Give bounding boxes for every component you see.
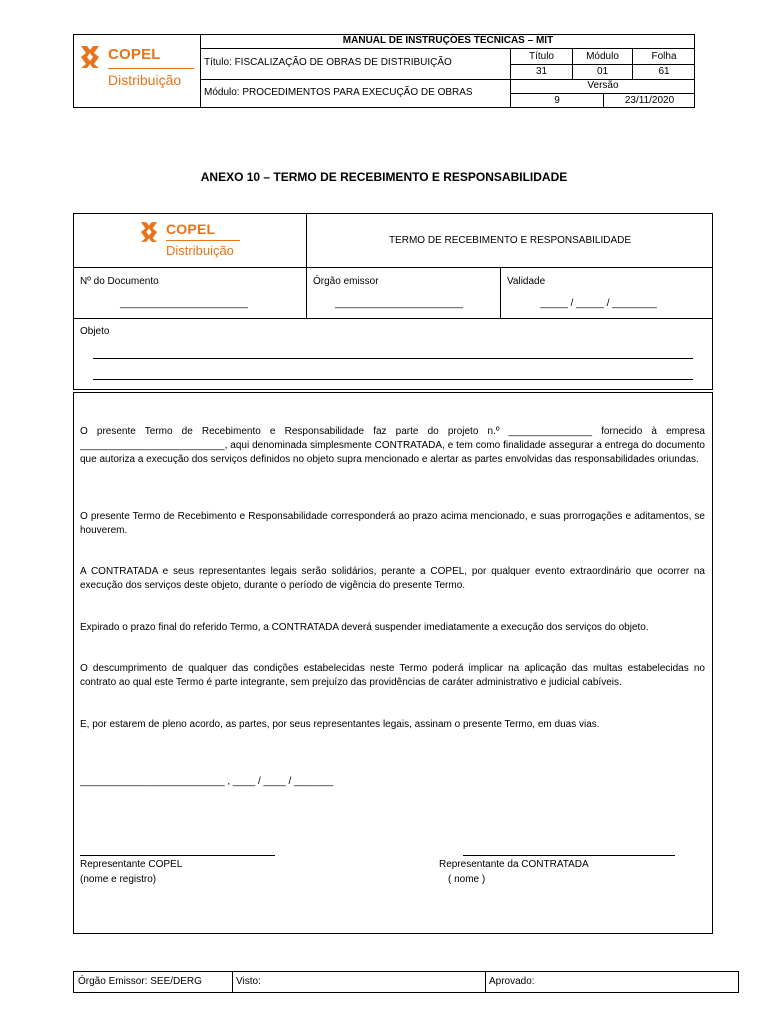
objeto-line-2[interactable]	[93, 379, 693, 380]
form-col-divider-1	[306, 267, 307, 318]
date-place-line[interactable]: __________________________ , ____ / ____ / _______	[80, 776, 334, 787]
orgao-field[interactable]: _______________________	[335, 298, 463, 309]
versao-date: 23/11/2020	[624, 95, 675, 106]
signature-line-contratada[interactable]	[463, 855, 675, 856]
logo-subtitle: Distribuição	[108, 72, 182, 88]
col-folha-value: 61	[658, 66, 670, 77]
logo-underline	[108, 68, 194, 69]
signature-line-copel[interactable]	[80, 855, 275, 856]
annex-title: ANEXO 10 – TERMO DE RECEBIMENTO E RESPONSABILIDADE	[200, 170, 568, 184]
versao-label: Versão	[587, 80, 619, 91]
header-titulo: Título: FISCALIZAÇÃO DE OBRAS DE DISTRIBUIÇÃO	[204, 57, 452, 68]
form-logo-subtitle: Distribuição	[166, 243, 234, 258]
footer-visto: Visto:	[236, 976, 261, 987]
form-row-divider-1	[73, 267, 713, 268]
form-logo	[140, 218, 250, 262]
header-row-divider-1	[200, 48, 695, 49]
doc-number-label: Nº do Documento	[80, 276, 159, 287]
header-subrow-divider-a	[510, 64, 695, 65]
footer-divider-1	[232, 971, 233, 993]
copel-logo-icon	[80, 44, 100, 70]
col-titulo-label: Título	[528, 51, 554, 62]
form-col-divider-2	[500, 267, 501, 318]
signature-copel-sub: (nome e registro)	[80, 874, 157, 885]
paragraph-6: E, por estarem de pleno acordo, as partes, por seus representantes legais, assinam o presente Termo, em duas vias.	[80, 719, 600, 730]
paragraph-2: O presente Termo de Recebimento e Responsabilidade corresponderá ao prazo acima mencionado, e suas prorrogações e aditamentos, se houverem.	[80, 511, 705, 536]
objeto-label: Objeto	[80, 326, 110, 337]
col-modulo-value: 01	[596, 66, 609, 77]
doc-number-field[interactable]: _______________________	[120, 298, 248, 309]
footer-divider-2	[485, 971, 486, 993]
footer-orgao: Órgão Emissor: SEE/DERG	[78, 976, 202, 987]
orgao-label: Órgão emissor	[313, 276, 379, 287]
paragraph-3: A CONTRATADA e seus representantes legais serão solidários, perante a COPEL, por qualquer evento extraordinário que ocorrer na execução dos serviços deste objeto, durante o período de vigência do presente Termo.	[80, 566, 705, 591]
header-logo	[78, 40, 196, 102]
signature-contratada-title: Representante da CONTRATADA	[439, 859, 589, 870]
paragraph-5: O descumprimento de qualquer das condições estabelecidas neste Termo poderá implicar na aplicação das multas estabelecidas no contrato ao qual este Termo é parte integrante, sem prejuízo das providências de caráter administrativo e judicial cabíveis.	[80, 663, 705, 688]
form-logo-underline	[166, 240, 240, 241]
form-title: TERMO DE RECEBIMENTO E RESPONSABILIDADE	[388, 235, 632, 246]
versao-number: 9	[554, 95, 560, 106]
signature-copel-title: Representante COPEL	[80, 859, 183, 870]
validade-field[interactable]: _____ / _____ / ________	[540, 298, 657, 309]
paragraph-1: O presente Termo de Recebimento e Responsabilidade faz parte do projeto n.º _______________ fornecido à empresa __________________________, aqui denominada simplesmente CONTRATADA, e tem como finalidade assegurar a entrega do documento que autoriza a execução dos serviços definidos no objeto supra mencionado e alertar as partes envolvidas das responsabilidades oriundas.	[80, 426, 705, 465]
paragraph-4: Expirado o prazo final do referido Termo, a CONTRATADA deverá suspender imediatamente a execução dos serviços do objeto.	[80, 622, 649, 633]
col-titulo-value: 31	[535, 66, 548, 77]
footer-aprovado: Aprovado:	[489, 976, 535, 987]
copel-logo-icon	[140, 220, 158, 244]
objeto-line-1[interactable]	[93, 358, 693, 359]
col-folha-label: Folha	[651, 51, 677, 62]
logo-name: COPEL	[108, 46, 161, 63]
signature-contratada-sub: ( nome )	[448, 874, 486, 885]
header-modulo: Módulo: PROCEDIMENTOS PARA EXECUÇÃO DE OBRAS	[204, 87, 473, 98]
manual-title: MANUAL DE INSTRUÇÕES TÉCNICAS – MIT	[342, 35, 554, 46]
validade-label: Validade	[507, 276, 546, 287]
col-modulo-label: Módulo	[586, 51, 619, 62]
form-row-divider-2	[73, 318, 713, 319]
form-logo-name: COPEL	[166, 221, 216, 237]
